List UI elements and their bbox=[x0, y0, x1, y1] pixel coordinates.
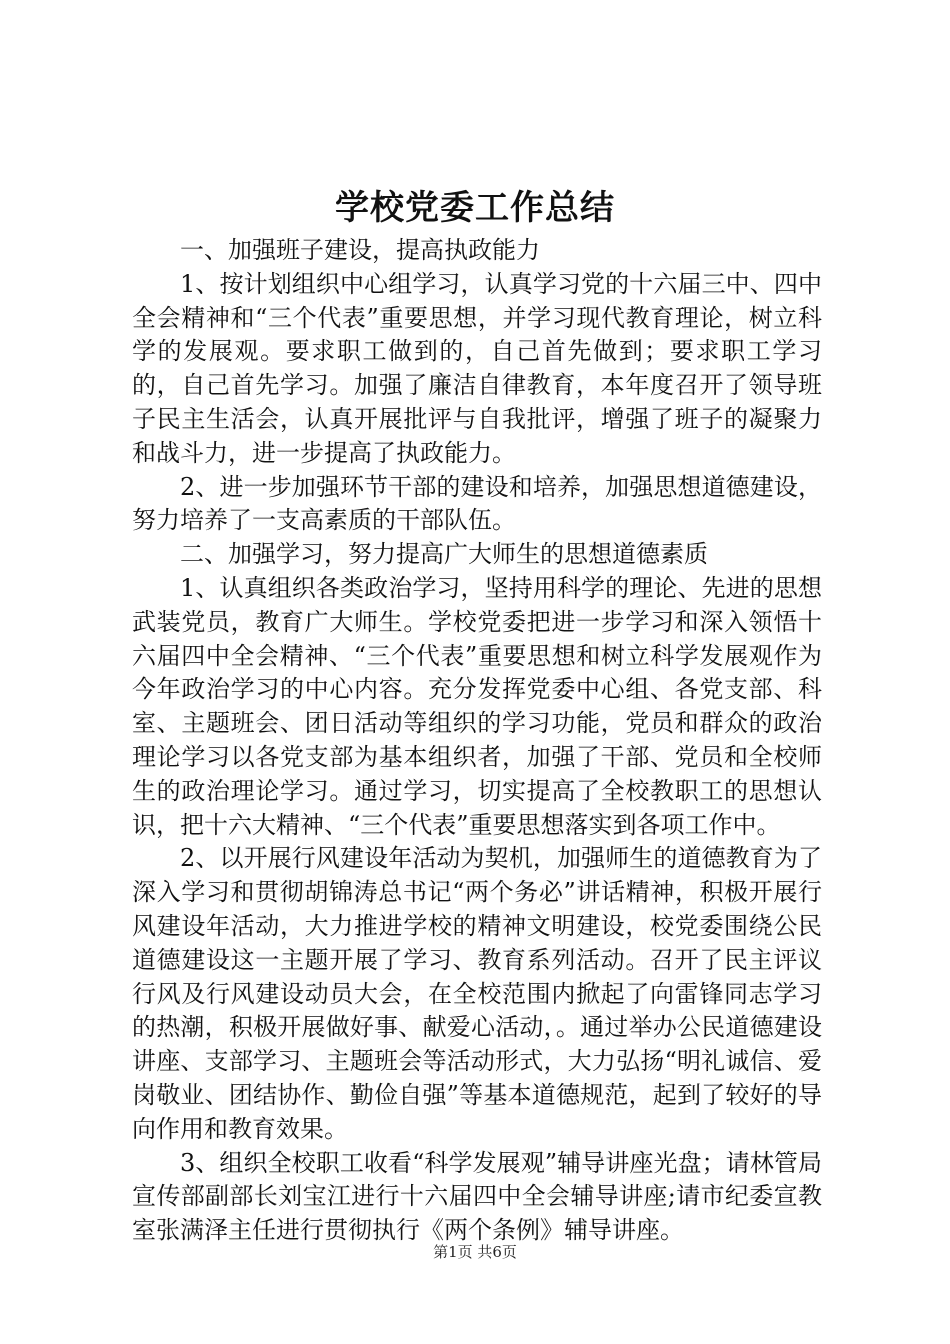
paragraph-2-3: 3、组织全校职工收看“科学发展观”辅导讲座光盘；请林管局宣传部副部长刘宝江进行十六届四中全会辅导讲座;请市纪委宣教室张满泽主任进行贯彻执行《两个条例》辅导讲座。 bbox=[132, 1148, 822, 1245]
page-number: 第1页 共6页 bbox=[433, 1243, 517, 1261]
section-heading-2: 二、加强学习，努力提高广大师生的思想道德素质 bbox=[180, 540, 708, 569]
document-title: 学校党委工作总结 bbox=[335, 188, 615, 228]
section-heading-1: 一、加强班子建设，提高执政能力 bbox=[180, 236, 540, 264]
paragraph-2-2: 2、以开展行风建设年活动为契机，加强师生的道德教育为了深入学习和贯彻胡锦涛总书记“两个务必”讲话精神，积极开展行风建设年活动，大力推进学校的精神文明建设，校党委围绕公民道德建设这一主题开展了学习、教育系列活动。召开了民主评议行风及行风建设动员大会，在全校范围内掀起了向雷锋同志学习的热潮，积极开展做好事、献爱心活动，。通过举办公民道德建设讲座、支部学习、主题班会等活动形式，大力弘扬“明礼诚信、爱岗敬业、团结协作、勤俭自强”等基本道德规范，起到了较好的导向作用和教育效果。 bbox=[132, 844, 822, 1143]
document-body bbox=[132, 234, 822, 1248]
paragraph-2-1: 1、认真组织各类政治学习，坚持用科学的理论、先进的思想武装党员，教育广大师生。学校党委把进一步学习和深入领悟十六届四中全会精神、“三个代表”重要思想和树立科学发展观作为今年政治学习的中心内容。充分发挥党委中心组、各党支部、科室、主题班会、团日活动等组织的学习功能，党员和群众的政治理论学习以各党支部为基本组织者，加强了干部、党员和全校师生的政治理论学习。通过学习，切实提高了全校教职工的思想认识，把十六大精神、“三个代表”重要思想落实到各项工作中。 bbox=[132, 573, 822, 839]
paragraph-1-2: 2、进一步加强环节干部的建设和培养，加强思想道德建设，努力培养了一支高素质的干部队伍。 bbox=[132, 472, 822, 535]
paragraph-1-1: 1、按计划组织中心组学习，认真学习党的十六届三中、四中全会精神和“三个代表”重要思想，并学习现代教育理论，树立科学的发展观。要求职工做到的，自己首先做到；要求职工学习的，自己首先学习。加强了廉洁自律教育，本年度召开了领导班子民主生活会，认真开展批评与自我批评，增强了班子的凝聚力和战斗力，进一步提高了执政能力。 bbox=[132, 269, 822, 467]
